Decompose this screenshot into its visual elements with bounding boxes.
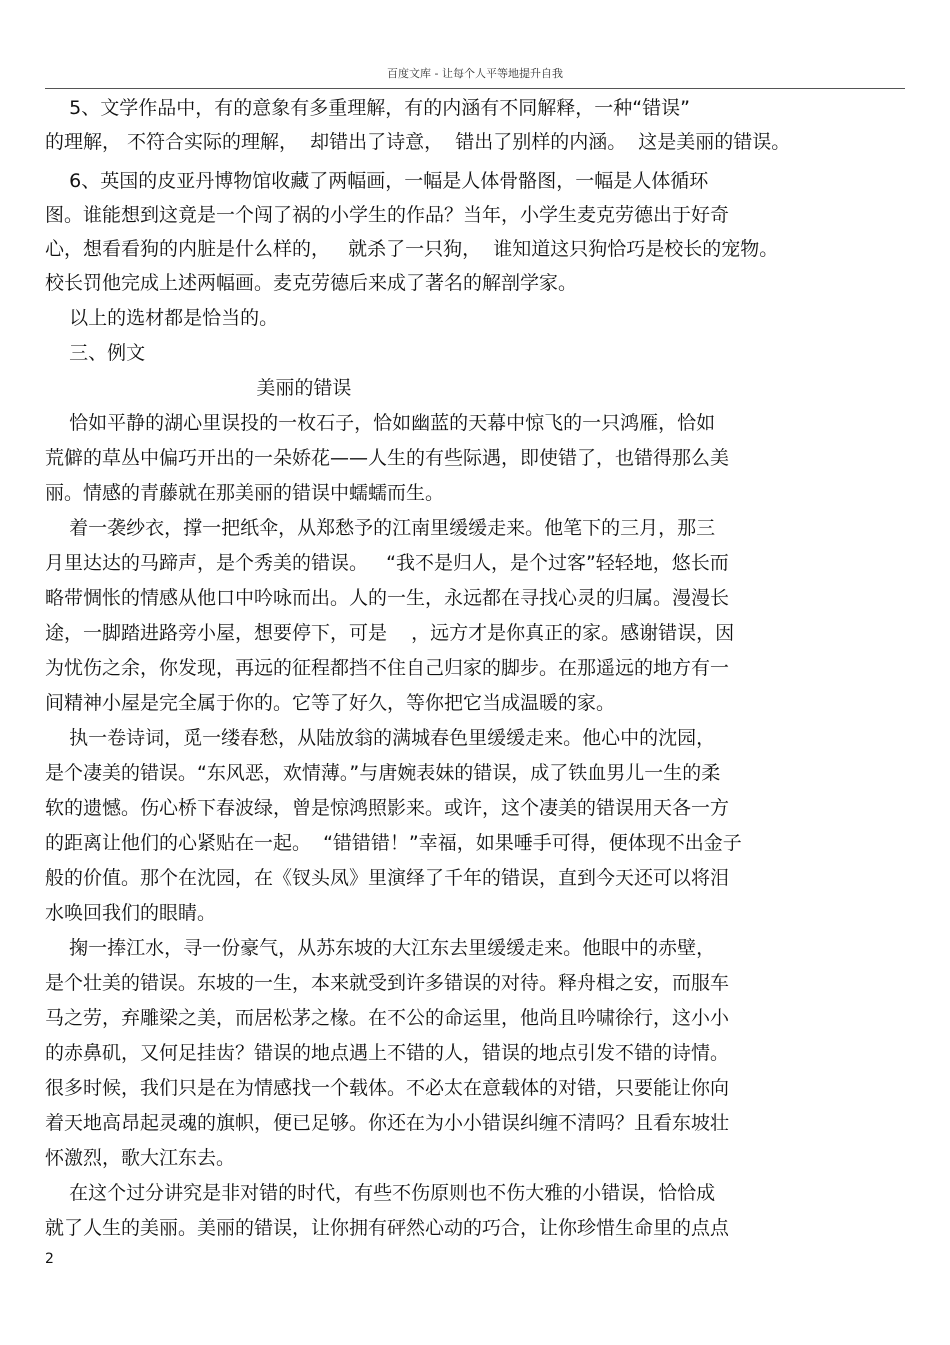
text-line: 的理解， 不符合实际的理解， 却错出了诗意， 错出了别样的内涵。 这是美丽的错误。 xyxy=(45,131,791,153)
text-line: 在这个过分讲究是非对错的时代，有些不伤原则也不伤大雅的小错误，恰恰成 xyxy=(45,1182,716,1204)
text-line: 荒僻的草丛中偏巧开出的一朵娇花——人生的有些际遇，即使错了，也错得那么美 xyxy=(45,447,730,469)
page-header: 百度文库 - 让每个人平等地提升自我 xyxy=(45,62,905,89)
text-line: 6、英国的皮亚丹博物馆收藏了两幅画，一幅是人体骨骼图，一幅是人体循环 xyxy=(45,170,709,192)
text-line: 恰如平静的湖心里误投的一枚石子，恰如幽蓝的天幕中惊飞的一只鸿雁，恰如 xyxy=(45,412,716,434)
text-line: 以上的选材都是恰当的。 xyxy=(45,307,279,329)
text-line: 是个凄美的错误。“东风恶，欢情薄。”与唐婉表妹的错误，成了铁血男儿一生的柔 xyxy=(45,762,721,784)
text-line: 的赤鼻矶，又何足挂齿？错误的地点遇上不错的人，错误的地点引发不错的诗情。 xyxy=(45,1042,730,1064)
text-line: 校长罚他完成上述两幅画。麦克劳德后来成了著名的解剖学家。 xyxy=(45,272,578,294)
text-line: 马之劳，弃雕梁之美，而居松茅之椽。在不公的命运里，他尚且吟啸徐行，这小小 xyxy=(45,1007,730,1029)
text-line: 的距离让他们的心紧贴在一起。 “错错错！”幸福，如果唾手可得，便体现不出金子 xyxy=(45,832,742,854)
text-line: 般的价值。那个在沈园，在《钗头凤》里演绎了千年的错误，直到今天还可以将泪 xyxy=(45,867,730,889)
page-number: 2 xyxy=(45,1251,54,1267)
text-line: 着天地高昂起灵魂的旗帜，便已足够。你还在为小小错误纠缠不清吗？且看东坡壮 xyxy=(45,1112,730,1134)
text-line: 心，想看看狗的内脏是什么样的， 就杀了一只狗， 谁知道这只狗恰巧是校长的宠物。 xyxy=(45,238,779,260)
text-line: 掬一捧江水，寻一份豪气，从苏东坡的大江东去里缓缓走来。他眼中的赤壁， xyxy=(45,937,716,959)
text-line: 执一卷诗词，觅一缕春愁，从陆放翁的满城春色里缓缓走来。他心中的沈园， xyxy=(45,727,716,749)
text-line: 水唤回我们的眼睛。 xyxy=(45,902,217,924)
text-line: 就了人生的美丽。美丽的错误，让你拥有砰然心动的巧合，让你珍惜生命里的点点 xyxy=(45,1217,730,1239)
text-line: 丽。情感的青藤就在那美丽的错误中蠕蠕而生。 xyxy=(45,482,445,504)
text-line: 5、文学作品中，有的意象有多重理解，有的内涵有不同解释，一种“错误” xyxy=(45,97,690,119)
text-line: 略带惆怅的情感从他口中吟咏而出。人的一生，永远都在寻找心灵的归属。漫漫长 xyxy=(45,587,730,609)
text-line: 图。谁能想到这竟是一个闯了祸的小学生的作品？当年，小学生麦克劳德出于好奇 xyxy=(45,204,730,226)
text-line: 软的遗憾。伤心桥下春波绿，曾是惊鸿照影来。或许，这个凄美的错误用天各一方 xyxy=(45,797,730,819)
text-line: 间精神小屋是完全属于你的。它等了好久，等你把它当成温暖的家。 xyxy=(45,692,616,714)
text-line: 很多时候，我们只是在为情感找一个载体。不必太在意载体的对错，只要能让你向 xyxy=(45,1077,730,1099)
text-line: 月里达达的马蹄声，是个秀美的错误。 “我不是归人，是个过客”轻轻地，悠长而 xyxy=(45,552,729,574)
text-line: 为忧伤之余，你发现，再远的征程都挡不住自己归家的脚步。在那遥远的地方有一 xyxy=(45,657,730,679)
essay-title: 美丽的错误 xyxy=(45,377,352,399)
text-line: 怀激烈，歌大江东去。 xyxy=(45,1147,236,1169)
text-line: 是个壮美的错误。东坡的一生，本来就受到许多错误的对待。释舟楫之安，而服车 xyxy=(45,972,730,994)
text-line: 着一袭纱衣，撑一把纸伞，从郑愁予的江南里缓缓走来。他笔下的三月，那三 xyxy=(45,517,716,539)
section-heading: 三、例文 xyxy=(45,342,146,364)
text-line: 途，一脚踏进路旁小屋，想要停下，可是 ，远方才是你真正的家。感谢错误，因 xyxy=(45,622,735,644)
